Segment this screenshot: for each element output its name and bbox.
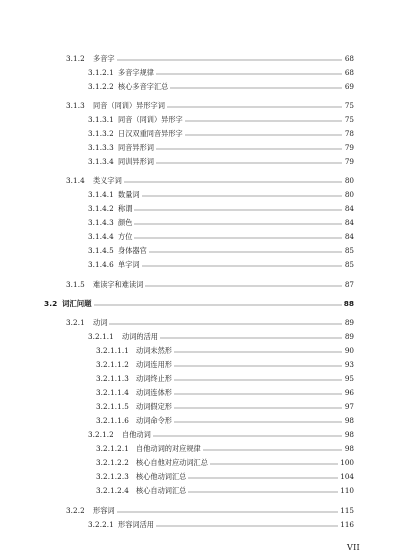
toc-entry[interactable] <box>88 229 354 241</box>
dot-leader <box>153 435 342 437</box>
dot-leader <box>160 337 342 339</box>
dot-leader <box>174 421 342 423</box>
dot-leader <box>142 195 342 197</box>
toc-entry-title: 难读字和难读词 <box>93 280 144 289</box>
toc-entry[interactable] <box>88 257 354 269</box>
toc-entry-number: 3.1.3.2 <box>88 129 114 138</box>
toc-entry[interactable] <box>88 427 354 439</box>
toc-entry[interactable] <box>88 215 354 227</box>
toc-entry[interactable] <box>66 315 354 327</box>
toc-entry[interactable] <box>88 187 354 199</box>
toc-entry-title: 同音（同训）异形字 <box>118 115 183 124</box>
toc-entry-number: 3.2 <box>44 299 58 308</box>
toc-entry-title: 动词终止形 <box>136 374 172 383</box>
toc-entry[interactable] <box>96 441 354 453</box>
dot-leader <box>188 477 338 479</box>
toc-entry-page: 75 <box>344 101 354 110</box>
toc-entry[interactable] <box>96 343 354 355</box>
toc-entry-title: 动词 <box>93 318 108 327</box>
dot-leader <box>94 304 342 306</box>
toc-entry-title: 颜色 <box>118 218 133 227</box>
toc-entry-page: 100 <box>340 458 354 467</box>
toc-entry[interactable] <box>44 296 354 308</box>
toc-entry-title: 核心自他对应动词汇总 <box>136 458 208 467</box>
dot-leader <box>185 120 342 122</box>
toc-entry-number: 3.1.3.4 <box>88 157 114 166</box>
toc-entry-page: 89 <box>344 318 354 327</box>
toc-entry[interactable] <box>96 371 354 383</box>
toc-entry-title: 动词未然形 <box>136 346 172 355</box>
toc-entry-number: 3.1.4 <box>66 176 85 185</box>
toc-entry-title: 称谓 <box>118 204 133 213</box>
toc-entry-title: 词汇问题 <box>62 299 92 308</box>
dot-leader <box>149 251 342 253</box>
toc-entry[interactable] <box>66 98 354 110</box>
toc-entry-title: 核心他动词汇总 <box>136 472 187 481</box>
toc-entry-page: 98 <box>344 416 354 425</box>
toc-entry-page: 115 <box>340 506 354 515</box>
toc-entry-number: 3.1.4.3 <box>88 218 114 227</box>
toc-entry-number: 3.2.1.2.2 <box>96 458 129 467</box>
dot-leader <box>117 511 339 513</box>
toc-entry-number: 3.1.4.6 <box>88 260 114 269</box>
toc-entry-title: 数量词 <box>118 190 140 199</box>
toc-entry-number: 3.2.1.1.2 <box>96 360 129 369</box>
toc-entry-page: 68 <box>344 68 354 77</box>
toc-entry-page: 79 <box>344 143 354 152</box>
toc-entry-number: 3.2.1.1.3 <box>96 374 129 383</box>
toc-entry[interactable] <box>96 385 354 397</box>
dot-leader <box>117 59 342 61</box>
dot-leader <box>167 106 342 108</box>
toc-entry-page: 95 <box>344 374 354 383</box>
toc-entry-number: 3.2.1.1.1 <box>96 346 129 355</box>
toc-entry-page: 84 <box>344 204 354 213</box>
toc-entry-title: 同音异形词 <box>118 143 154 152</box>
toc-entry-number: 3.1.5 <box>66 280 85 289</box>
toc-entry-page: 75 <box>344 115 354 124</box>
toc-entry-page: 84 <box>344 232 354 241</box>
toc-entry-page: 80 <box>344 176 354 185</box>
toc-entry-number: 3.1.4.5 <box>88 246 114 255</box>
toc-entry-page: 85 <box>344 246 354 255</box>
toc-entry-title: 动词命令形 <box>136 416 172 425</box>
dot-leader <box>142 265 342 267</box>
toc-entry[interactable] <box>88 126 354 138</box>
dot-leader <box>156 148 342 150</box>
toc-entry-page: 79 <box>344 157 354 166</box>
toc-entry-number: 3.2.1.1 <box>88 332 114 341</box>
toc-entry-number: 3.1.2.2 <box>88 82 114 91</box>
dot-leader <box>109 323 342 325</box>
toc-entry-title: 动词假定形 <box>136 402 172 411</box>
toc-entry-page: 90 <box>344 346 354 355</box>
toc-entry[interactable] <box>88 517 354 529</box>
toc-entry-page: 96 <box>344 388 354 397</box>
toc-entry[interactable] <box>66 51 354 63</box>
dot-leader <box>156 525 338 527</box>
toc-entry-number: 3.2.1.2.4 <box>96 486 129 495</box>
dot-leader <box>170 87 342 89</box>
toc-entry-number: 3.2.1.2 <box>88 430 114 439</box>
toc-entry[interactable] <box>96 483 354 495</box>
toc-entry-number: 3.2.1 <box>66 318 85 327</box>
toc-entry-title: 核心自动词汇总 <box>136 486 187 495</box>
toc-entry[interactable] <box>66 173 354 185</box>
dot-leader <box>174 365 342 367</box>
toc-entry-title: 多音字 <box>93 54 115 63</box>
toc-entry-page: 98 <box>344 430 354 439</box>
dot-leader <box>134 223 342 225</box>
toc-entry-number: 3.2.2.1 <box>88 520 114 529</box>
toc-entry[interactable] <box>88 140 354 152</box>
toc-entry[interactable] <box>88 243 354 255</box>
toc-entry-number: 3.2.1.2.1 <box>96 444 129 453</box>
toc-entry[interactable] <box>96 469 354 481</box>
toc-entry-number: 3.1.3.3 <box>88 143 114 152</box>
toc-entry[interactable] <box>88 201 354 213</box>
toc-entry-title: 动词的活用 <box>122 332 158 341</box>
toc-entry-title: 身体器官 <box>118 246 147 255</box>
toc-entry[interactable] <box>88 112 354 124</box>
toc-entry[interactable] <box>88 65 354 77</box>
dot-leader <box>156 73 342 75</box>
toc-entry-number: 3.2.2 <box>66 506 85 515</box>
toc-entry-title: 同训异形词 <box>118 157 154 166</box>
dot-leader <box>174 407 342 409</box>
dot-leader <box>145 285 342 287</box>
toc-entry-number: 3.1.2 <box>66 54 85 63</box>
toc-entry[interactable] <box>96 455 354 467</box>
toc-entry[interactable] <box>96 357 354 369</box>
toc-entry[interactable] <box>88 329 354 341</box>
toc-entry-page: 97 <box>344 402 354 411</box>
toc-entry-page: 116 <box>340 520 354 529</box>
toc-entry-number: 3.2.1.1.6 <box>96 416 129 425</box>
toc-entry-page: 87 <box>344 280 354 289</box>
dot-leader <box>156 162 342 164</box>
toc-entry[interactable] <box>88 154 354 166</box>
toc-entry-title: 类义字词 <box>93 176 122 185</box>
toc-entry-title: 核心多音字汇总 <box>118 82 169 91</box>
toc-entry-number: 3.2.1.1.5 <box>96 402 129 411</box>
toc-entry-number: 3.1.3.1 <box>88 115 114 124</box>
toc-entry-page: 93 <box>344 360 354 369</box>
dot-leader <box>124 181 342 183</box>
toc-entry-title: 单字词 <box>118 260 140 269</box>
toc-entry-title: 形容词 <box>93 506 115 515</box>
toc-entry[interactable] <box>96 413 354 425</box>
toc-entry-number: 3.2.1.2.3 <box>96 472 129 481</box>
toc-entry-title: 自他动词 <box>122 430 151 439</box>
dot-leader <box>134 237 342 239</box>
toc-entry[interactable] <box>66 277 354 289</box>
toc-entry-number: 3.1.4.2 <box>88 204 114 213</box>
toc-entry-page: 89 <box>344 332 354 341</box>
dot-leader <box>174 351 342 353</box>
toc-entry-number: 3.1.4.4 <box>88 232 114 241</box>
toc-entry-title: 多音字规律 <box>118 68 154 77</box>
toc-entry-page: 88 <box>343 299 354 308</box>
toc-entry-page: 68 <box>344 54 354 63</box>
toc-entry-number: 3.1.4.1 <box>88 190 114 199</box>
dot-leader <box>134 209 342 211</box>
toc-entry-number: 3.1.2.1 <box>88 68 114 77</box>
dot-leader <box>203 449 342 451</box>
toc-entry-number: 3.1.3 <box>66 101 85 110</box>
dot-leader <box>174 393 342 395</box>
toc-entry-title: 动词连体形 <box>136 388 172 397</box>
toc-entry-title: 方位 <box>118 232 133 241</box>
dot-leader <box>185 134 342 136</box>
toc-entry-page: 84 <box>344 218 354 227</box>
dot-leader <box>210 463 338 465</box>
toc-entry-page: 85 <box>344 260 354 269</box>
toc-entry[interactable] <box>96 399 354 411</box>
toc-entry-page: 98 <box>344 444 354 453</box>
toc-entry-page: 80 <box>344 190 354 199</box>
toc-entry-title: 日汉双重同音异形字 <box>118 129 183 138</box>
toc-entry-number: 3.2.1.1.4 <box>96 388 129 397</box>
toc-entry-page: 69 <box>344 82 354 91</box>
toc-entry-title: 动词连用形 <box>136 360 172 369</box>
toc-entry-title: 自他动词的对应规律 <box>136 444 201 453</box>
dot-leader <box>188 491 338 493</box>
toc-entry[interactable] <box>66 503 354 515</box>
page-number: VII <box>347 543 360 552</box>
dot-leader <box>174 379 342 381</box>
toc-entry-page: 78 <box>344 129 354 138</box>
toc-entry-page: 110 <box>340 486 354 495</box>
toc-entry[interactable] <box>88 79 354 91</box>
toc-entry-title: 同音（同训）异形字词 <box>93 101 165 110</box>
toc-entry-title: 形容词活用 <box>118 520 154 529</box>
toc-entry-page: 104 <box>340 472 354 481</box>
